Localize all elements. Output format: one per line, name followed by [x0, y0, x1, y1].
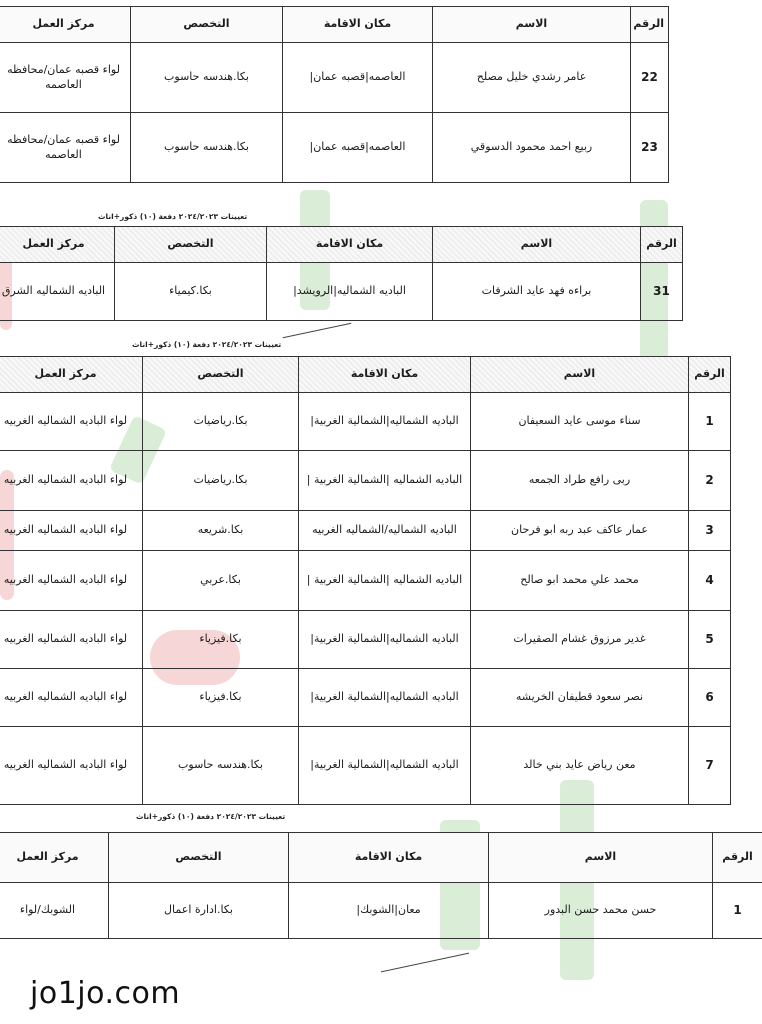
col-header-name: الاسم	[489, 833, 713, 883]
col-header-number: الرقم	[713, 833, 762, 883]
col-header-number: الرقم	[689, 357, 731, 393]
cell-workplace: لواء قصبه عمان/محافظه العاصمه	[0, 113, 131, 183]
col-header-number: الرقم	[641, 227, 683, 263]
cell-number: 7	[689, 727, 731, 805]
signature-mark	[381, 953, 469, 973]
col-header-name: الاسم	[433, 7, 631, 43]
cell-name: سناء موسى عايد السعيفان	[471, 393, 689, 451]
cell-residence: الباديه الشماليه|الرويشد|	[267, 263, 433, 321]
table-row	[0, 43, 669, 113]
table-row	[0, 113, 669, 183]
col-header-workplace: مركز العمل	[0, 227, 115, 263]
table-header-row	[0, 227, 683, 263]
cell-name: غدير مرزوق غشام الصقيرات	[471, 611, 689, 669]
cell-number: 31	[641, 263, 683, 321]
section-4-caption: تعيينات ٢٠٢٤/٢٠٢٣ دفعة (١٠) ذكور+اناث	[136, 812, 286, 821]
table-row	[0, 451, 731, 511]
cell-workplace: لواء قصبه عمان/محافظه العاصمه	[0, 43, 131, 113]
col-header-major: التخصص	[109, 833, 289, 883]
cell-workplace: لواء الباديه الشماليه الغربيه	[0, 451, 143, 511]
col-header-name: الاسم	[433, 227, 641, 263]
table-row	[0, 727, 731, 805]
cell-major: بكا.فيزياء	[143, 611, 299, 669]
cell-number: 2	[689, 451, 731, 511]
site-watermark: jo1jo.com	[30, 976, 181, 1011]
table-row	[0, 611, 731, 669]
table-row	[0, 511, 731, 551]
cell-major: بكا.ادارة اعمال	[109, 883, 289, 939]
cell-number: 1	[713, 883, 762, 939]
cell-residence: معان|الشوبك|	[289, 883, 489, 939]
cell-major: بكا.رياضيات	[143, 451, 299, 511]
cell-number: 5	[689, 611, 731, 669]
cell-number: 22	[631, 43, 669, 113]
table-header-row	[0, 833, 762, 883]
col-header-major: التخصص	[143, 357, 299, 393]
col-header-workplace: مركز العمل	[0, 357, 143, 393]
cell-number: 3	[689, 511, 731, 551]
cell-major: بكا.هندسه حاسوب	[131, 43, 283, 113]
cell-workplace: لواء الباديه الشماليه الغربيه	[0, 669, 143, 727]
table-row	[0, 669, 731, 727]
col-header-residence: مكان الاقامة	[289, 833, 489, 883]
cell-major: بكا.عربي	[143, 551, 299, 611]
cell-residence: الباديه الشماليه|الشمالية الغربية|	[299, 393, 471, 451]
cell-name: نصر سعود قطيفان الخريشه	[471, 669, 689, 727]
col-header-name: الاسم	[471, 357, 689, 393]
cell-name: محمد علي محمد ابو صالح	[471, 551, 689, 611]
cell-name: حسن محمد حسن البدور	[489, 883, 713, 939]
section-2-caption: تعيينات ٢٠٢٤/٢٠٢٣ دفعة (١٠) ذكور+اناث	[98, 212, 248, 221]
cell-workplace: لواء الباديه الشماليه الغربيه	[0, 393, 143, 451]
table-section-4	[0, 832, 762, 939]
cell-name: ربيع احمد محمود الدسوقي	[433, 113, 631, 183]
cell-number: 23	[631, 113, 669, 183]
table-row	[0, 393, 731, 451]
table-row	[0, 883, 762, 939]
signature-mark	[283, 323, 352, 339]
cell-residence: الباديه الشماليه |الشمالية الغربية |	[299, 451, 471, 511]
cell-residence: الباديه الشماليه|الشمالية الغربية|	[299, 611, 471, 669]
cell-workplace: لواء الباديه الشماليه الغربيه	[0, 611, 143, 669]
cell-name: عامر رشدي خليل مصلح	[433, 43, 631, 113]
cell-workplace: الشوبك/لواء	[0, 883, 109, 939]
cell-residence: الباديه الشماليه |الشمالية الغربية |	[299, 551, 471, 611]
table-section-1	[0, 6, 669, 183]
cell-major: بكا.كيمياء	[115, 263, 267, 321]
col-header-number: الرقم	[631, 7, 669, 43]
cell-name: معن رياض عايد بني خالد	[471, 727, 689, 805]
table-row	[0, 263, 683, 321]
cell-number: 6	[689, 669, 731, 727]
cell-residence: العاصمه|قصبه عمان|	[283, 43, 433, 113]
table-header-row	[0, 357, 731, 393]
cell-name: عمار عاكف عبد ربه ابو فرحان	[471, 511, 689, 551]
col-header-major: التخصص	[115, 227, 267, 263]
cell-number: 1	[689, 393, 731, 451]
col-header-major: التخصص	[131, 7, 283, 43]
cell-workplace: لواء الباديه الشماليه الغربيه	[0, 551, 143, 611]
col-header-residence: مكان الاقامة	[299, 357, 471, 393]
table-header-row	[0, 7, 669, 43]
cell-major: بكا.فيزياء	[143, 669, 299, 727]
col-header-residence: مكان الاقامة	[267, 227, 433, 263]
cell-workplace: لواء الباديه الشماليه الغربيه	[0, 511, 143, 551]
cell-major: بكا.هندسه حاسوب	[131, 113, 283, 183]
cell-residence: العاصمه|قصبه عمان|	[283, 113, 433, 183]
cell-residence: الباديه الشماليه|الشمالية الغربية|	[299, 727, 471, 805]
col-header-workplace: مركز العمل	[0, 7, 131, 43]
table-section-2	[0, 226, 683, 321]
cell-major: بكا.شريعه	[143, 511, 299, 551]
cell-residence: الباديه الشماليه|الشمالية الغربية|	[299, 669, 471, 727]
cell-residence: الباديه الشماليه/الشماليه الغربيه	[299, 511, 471, 551]
table-row	[0, 551, 731, 611]
section-3-caption: تعيينات ٢٠٢٤/٢٠٢٣ دفعة (١٠) ذكور+اناث	[132, 340, 282, 349]
col-header-residence: مكان الاقامة	[283, 7, 433, 43]
cell-number: 4	[689, 551, 731, 611]
cell-major: بكا.هندسه حاسوب	[143, 727, 299, 805]
table-section-3	[0, 356, 731, 805]
cell-name: ربى رافع طراد الجمعه	[471, 451, 689, 511]
cell-name: براءه فهد عايد الشرفات	[433, 263, 641, 321]
cell-major: بكا.رياضيات	[143, 393, 299, 451]
col-header-workplace: مركز العمل	[0, 833, 109, 883]
cell-workplace: الباديه الشماليه الشرق	[0, 263, 115, 321]
cell-workplace: لواء الباديه الشماليه الغربيه	[0, 727, 143, 805]
